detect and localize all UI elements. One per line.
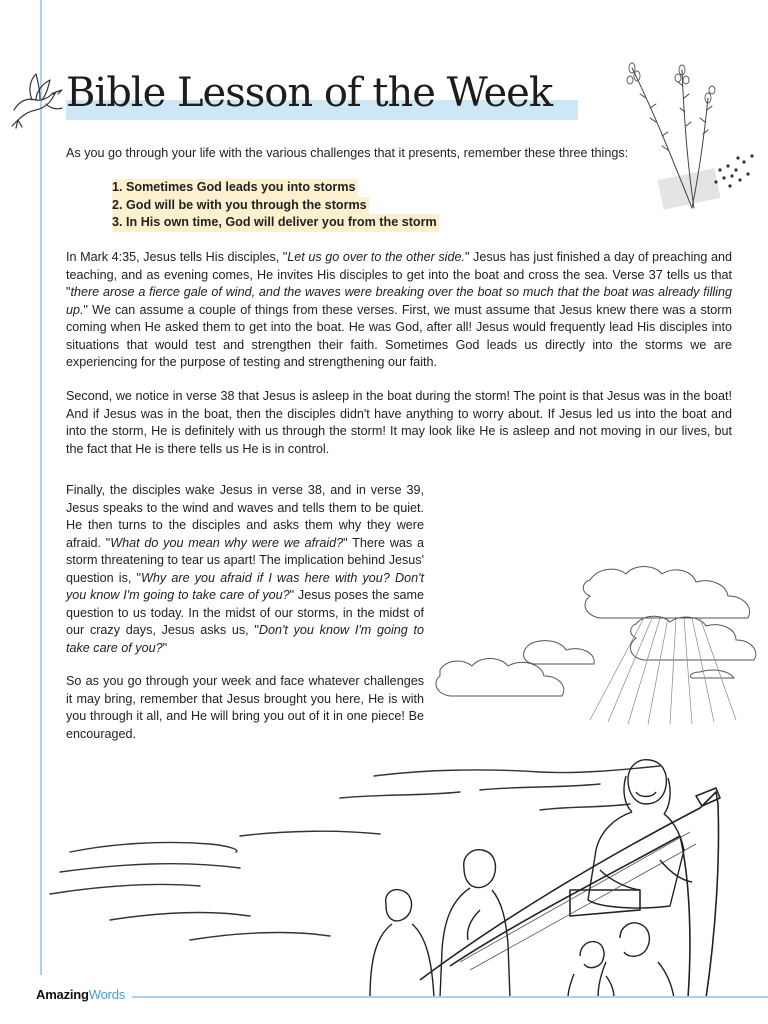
list-item: 3. In His own time, God will deliver you from the storm bbox=[112, 214, 439, 232]
intro-text: As you go through your life with the various challenges that it presents, remember these three things: bbox=[66, 146, 629, 160]
boat-scene-illustration bbox=[40, 740, 768, 998]
footer-line bbox=[132, 996, 768, 998]
dove-icon bbox=[6, 70, 68, 130]
paragraph-1: In Mark 4:35, Jesus tells His disciples, "Let us go over to the other side." Jesus has just finished a day of preaching and teaching, and as evening comes, He invites His disciples to get into the boat and cross the sea. Verse 37 tells us that "there arose a fierce gale of wind, and the waves were breaking over the boat so much that the boat was already filling up." We can assume a couple of things from these verses. First, we must assume that Jesus knew there was a storm coming when He asked them to get into the boat. He was God, after all! Jesus would frequently lead His disciples into situations that would test and strengthen their faith. Sometimes God leads us directly into the storms we are experiencing for the purpose of testing and strengthening our faith. bbox=[66, 250, 733, 369]
footer-brand-logo bbox=[36, 987, 125, 1002]
list-item: 2. God will be with you through the storms bbox=[112, 197, 369, 215]
paragraph-2: Second, we notice in verse 38 that Jesus is asleep in the boat during the storm! The point is that Jesus was in the boat! And if Jesus was in the boat, then the disciples didn't have anything to worry about. If Jesus led us into the boat and into the storm, He is definitely with us through the storm! It may look like He is asleep and not moving in our lives, but the fact that He is there tells us He is in control. bbox=[66, 389, 732, 456]
title-block bbox=[66, 70, 552, 116]
brand-light: Words bbox=[88, 987, 126, 1002]
page-title: Bible Lesson of the Week bbox=[66, 70, 553, 116]
key-points-list bbox=[112, 179, 439, 232]
lavender-sprig-icon bbox=[612, 58, 762, 218]
brand-bold: Amazing bbox=[36, 987, 89, 1002]
list-item: 1. Sometimes God leads you into storms bbox=[112, 179, 358, 197]
paragraph-3: Finally, the disciples wake Jesus in verse 38, and in verse 39, Jesus speaks to the wind and waves and tells them to be quiet. He then turns to the disciples and asks them why they were afraid. "What do you mean why were we afraid?" There was a storm threatening to tear us apart! The implication behind Jesus' question is, "Why are you afraid if I was here with you? Don't you know I'm going to take care of you?" Jesus poses the same question to us today. In the midst of our storms, in the midst of our crazy days, Jesus asks us, "Don't you know I'm going to take care of you?" bbox=[66, 483, 425, 655]
clouds-illustration bbox=[430, 560, 768, 730]
paragraph-4: So as you go through your week and face whatever challenges it may bring, remember that Jesus brought you here, He is with you through it all, and He will bring you out of it in one piece! Be encouraged. bbox=[66, 674, 424, 741]
